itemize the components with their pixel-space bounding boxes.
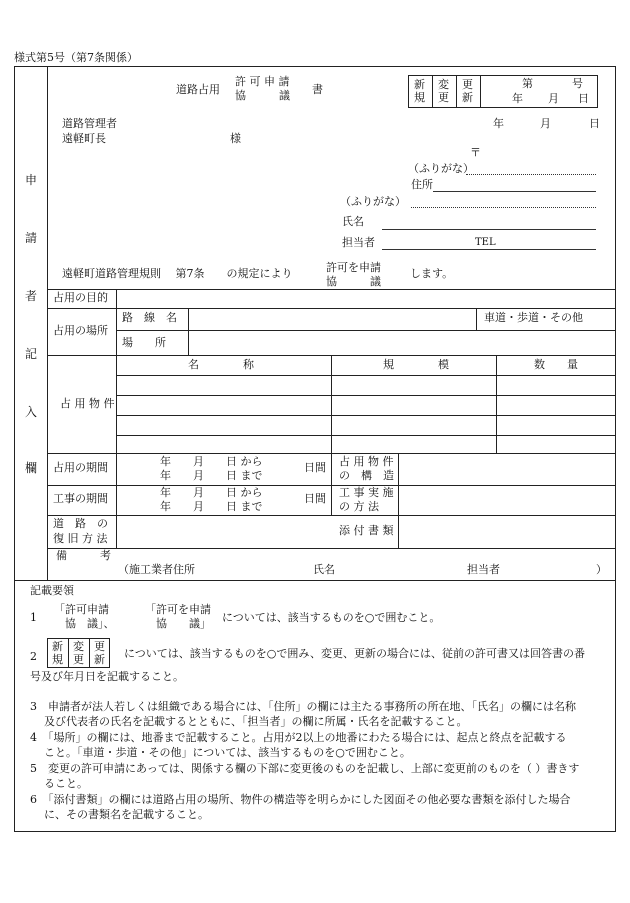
side-label-4: 記 [25,347,38,361]
period-days: 日間 [304,461,326,474]
remarks-label: 備 考 [56,549,111,562]
type-new-1: 新 [414,78,425,91]
title-option-1: 許 可 申 請 [235,75,290,88]
note-6-line-2: に、その書類名を記載すること。 [44,808,209,821]
side-label-5: 入 [25,405,38,419]
recipient-line-1: 道路管理者 [62,117,117,130]
furigana-name-input[interactable] [411,207,596,208]
contractor-close: ） [596,563,607,576]
location-label: 場 所 [122,336,166,349]
number-date-m: 月 [548,92,559,105]
number-date-d: 日 [578,92,589,105]
place-label: 占用の場所 [53,324,108,337]
type-change-2: 更 [438,91,449,104]
work-days: 日間 [304,492,326,505]
col-spec-header: 規 模 [383,358,449,371]
side-label-2: 請 [25,231,38,245]
type-new-2: 規 [414,91,425,104]
contractor-name: 氏名 [313,563,335,576]
side-label-6: 欄 [25,461,38,475]
furigana-address-label: （ふりがな） [408,162,474,175]
attach-input[interactable] [400,516,614,547]
regulation-option-1: 許可を申請 [326,261,381,274]
date-m: 月 [540,117,551,130]
tel-label: TEL [475,237,496,248]
work-to: 年 月 日 まで [160,500,263,513]
structure-label-2: の 構 造 [339,469,394,482]
furigana-name-label: （ふりがな） [340,195,406,208]
address-label: 住所 [411,178,433,191]
notes-heading: 記載要領 [30,584,74,597]
col-qty-header: 数 量 [534,358,578,371]
title-prefix: 道路占用 [176,83,220,96]
note-2-new-2: 規 [52,653,63,666]
work-from: 年 月 日 から [160,486,263,499]
period-label: 占用の期間 [53,461,108,474]
address-input[interactable] [433,191,596,192]
note-1-option-b2: 協 議」 [145,617,211,630]
purpose-label: 占用の目的 [53,291,108,304]
name-label: 氏名 [342,215,364,228]
number-date-y: 年 [512,92,523,105]
date-d: 日 [589,117,600,130]
note-1-option-b1: 「許可を申請 [145,603,211,616]
form-number: 様式第5号（第7条関係） [14,51,138,64]
attach-label: 添 付 書 類 [339,524,394,537]
type-new[interactable] [414,78,425,104]
title-suffix: 書 [312,83,323,96]
title-option-2: 協 議 [235,89,290,102]
name-input[interactable] [382,229,596,230]
type-renew[interactable] [462,78,473,104]
note-4-line-1: 4 「場所」の欄には、地番まで記載すること。占用が2以上の地番にわたる場合には、起点と終点を記載する [30,731,567,744]
method-label-2: の 方 法 [339,500,379,513]
number-go: 号 [572,77,583,90]
note-3-line-1: 3 申請者が法人若しくは組織である場合には、「住所」の欄には主たる事務所の所在地、「氏名」の欄には名称 [30,700,576,713]
side-label-3: 者 [25,289,38,303]
structure-input[interactable] [400,454,614,484]
objects-row-3[interactable] [118,416,614,434]
route-input[interactable] [190,309,474,329]
method-label-1: 工 事 実 施 [339,486,394,499]
road-type-option[interactable]: 車道・歩道・その他 [484,311,583,324]
note-1-text: については、該当するものを○で囲むこと。 [222,611,441,624]
note-2-new [52,640,63,666]
recipient-line-2: 遠軽町長 [62,132,106,145]
note-2-new-1: 新 [52,640,63,653]
note-6-line-1: 6 「添付書類」の欄には道路占用の場所、物件の構造等を明らかにした図面その他必要な書類を添付した場合 [30,793,571,806]
restore-label-2: 復 旧 方 法 [53,532,108,545]
col-name-header: 名 称 [188,358,254,371]
restore-label-1: 道 路 の [53,517,108,530]
type-change-1: 変 [438,78,449,91]
period-from: 年 月 日 から [160,455,263,468]
objects-label: 占 用 物 件 [60,397,115,410]
objects-row-2[interactable] [118,396,614,414]
note-5-line-1: 5 変更の許可申請にあっては、関係する欄の下部に変更後のものを記載し、上部に変更前のものを（ ）書きす [30,762,580,775]
note-2-number: 2 [30,650,37,663]
objects-row-4[interactable] [118,436,614,452]
note-2-renew-2: 新 [94,653,105,666]
structure-label-1: 占 用 物 件 [339,455,394,468]
contractor-address: （施工業者住所 [118,563,195,576]
number-dai: 第 [522,77,533,90]
period-to: 年 月 日 まで [160,469,263,482]
note-2-change-2: 更 [73,653,84,666]
person-label: 担当者 [342,236,375,249]
type-renew-1: 更 [462,78,473,91]
type-change[interactable] [438,78,449,104]
note-2-change-1: 変 [73,640,84,653]
purpose-input[interactable] [118,290,614,307]
type-box [408,75,598,108]
contractor-person: 担当者 [467,563,500,576]
note-1-option-a2: 協 議」、 [54,617,115,630]
note-2-renew-1: 更 [94,640,105,653]
regulation-text: 遠軽町道路管理規則 第7条 の規定により [62,267,293,280]
regulation-option-2: 協 議 [326,275,381,288]
recipient-sama: 様 [230,132,241,145]
note-1-number: 1 [30,611,37,624]
note-3-line-2: 及び代表者の氏名を記載するとともに、「担当者」の欄に所属・氏名を記載すること。 [44,715,468,728]
type-renew-2: 新 [462,91,473,104]
note-2-text-2: 号及び年月日を記載すること。 [30,670,184,683]
note-2-text: については、該当するものを○で囲み、変更、更新の場合には、従前の許可書又は回答書の番 [124,647,586,660]
route-label: 路 線 名 [122,311,177,324]
note-1-option-a1: 「許可申請 [54,603,109,616]
work-period-label: 工事の期間 [53,492,108,505]
note-2-renew [94,640,105,666]
note-5-line-2: ること。 [44,777,88,790]
method-input[interactable] [400,486,614,514]
objects-row-1[interactable] [118,376,614,394]
regulation-suffix: します。 [410,267,454,280]
furigana-address-input[interactable] [466,174,596,175]
side-label-1: 申 [25,173,38,187]
person-input[interactable] [382,249,596,250]
note-2-change [73,640,84,666]
note-4-line-2: こと。「車道・歩道・その他」については、該当するものを○で囲むこと。 [44,746,411,759]
postal-mark: 〒 [470,146,481,159]
location-input[interactable] [190,331,614,354]
date-y: 年 [493,117,504,130]
